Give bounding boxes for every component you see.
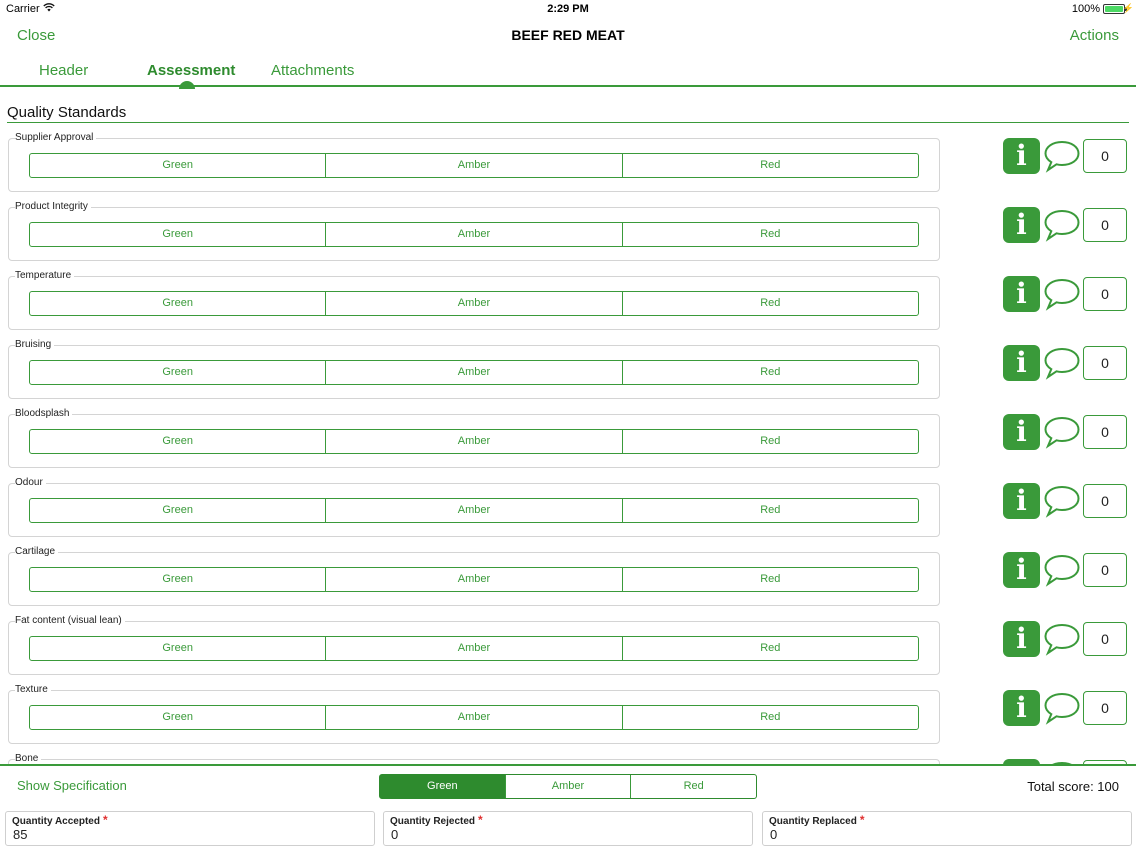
comment-icon[interactable] xyxy=(1043,483,1081,519)
criterion-label: Texture xyxy=(15,684,51,695)
criterion-row xyxy=(0,540,1136,609)
criterion-label: Product Integrity xyxy=(15,201,91,212)
info-icon[interactable]: i xyxy=(1003,690,1040,726)
section-divider xyxy=(7,122,1129,123)
criterion-label: Bloodsplash xyxy=(15,408,72,419)
rating-green-button[interactable]: Green xyxy=(162,711,193,723)
criterion-card xyxy=(8,276,940,330)
rating-green-button[interactable]: Green xyxy=(162,228,193,240)
criterion-card xyxy=(8,345,940,399)
criterion-label: Bruising xyxy=(15,339,54,350)
carrier-label: Carrier xyxy=(6,3,40,15)
comment-count[interactable]: 0 xyxy=(1083,484,1127,518)
criterion-card xyxy=(8,414,940,468)
rating-amber-button[interactable]: Amber xyxy=(325,568,621,591)
rating-red-button[interactable]: Red xyxy=(622,361,918,384)
criterion-card xyxy=(8,138,940,192)
tab-attachments[interactable]: Attachments xyxy=(271,62,355,79)
overall-rating-control xyxy=(379,774,757,799)
total-score: Total score: 100 xyxy=(1027,779,1119,794)
info-icon[interactable]: i xyxy=(1003,138,1040,174)
tab-assessment[interactable]: Assessment xyxy=(147,62,236,79)
comment-icon[interactable] xyxy=(1043,207,1081,243)
rating-red-button[interactable]: Red xyxy=(622,223,918,246)
criterion-row xyxy=(0,402,1136,471)
rating-green-button[interactable]: Green xyxy=(162,504,193,516)
criterion-label: Fat content (visual lean) xyxy=(15,615,125,626)
quantity-accepted-field[interactable] xyxy=(5,811,375,846)
status-time: 2:29 PM xyxy=(547,3,589,15)
rating-segmented-control xyxy=(29,360,919,385)
criterion-card xyxy=(8,552,940,606)
rating-amber-button[interactable]: Amber xyxy=(325,292,621,315)
criterion-card xyxy=(8,207,940,261)
page-title: BEEF RED MEAT xyxy=(511,27,625,43)
criterion-row xyxy=(0,333,1136,402)
battery-percent: 100% xyxy=(1071,3,1100,15)
comment-count[interactable]: 0 xyxy=(1083,415,1127,449)
criterion-row xyxy=(0,471,1136,540)
charging-icon: ⚡ xyxy=(1122,3,1134,13)
comment-count[interactable]: 0 xyxy=(1083,622,1127,656)
tab-header[interactable]: Header xyxy=(39,62,89,79)
criterion-label: Cartilage xyxy=(15,546,58,557)
show-specification-link[interactable]: Show Specification xyxy=(17,778,127,793)
rating-segmented-control xyxy=(29,498,919,523)
quantity-rejected-field[interactable] xyxy=(383,811,753,846)
rating-segmented-control xyxy=(29,291,919,316)
comment-count[interactable]: 0 xyxy=(1083,208,1127,242)
info-icon[interactable]: i xyxy=(1003,552,1040,588)
info-icon[interactable]: i xyxy=(1003,345,1040,381)
rating-green-button[interactable]: Green xyxy=(162,435,193,447)
rating-segmented-control xyxy=(29,222,919,247)
comment-count[interactable]: 0 xyxy=(1083,553,1127,587)
info-icon[interactable]: i xyxy=(1003,414,1040,450)
comment-count[interactable]: 0 xyxy=(1083,691,1127,725)
comment-count[interactable]: 0 xyxy=(1083,277,1127,311)
info-icon[interactable]: i xyxy=(1003,276,1040,312)
rating-amber-button[interactable]: Amber xyxy=(325,223,621,246)
criterion-card xyxy=(8,621,940,675)
comment-icon[interactable] xyxy=(1043,690,1081,726)
actions-button[interactable]: Actions xyxy=(1069,27,1119,44)
rating-segmented-control xyxy=(29,705,919,730)
rating-amber-button[interactable]: Amber xyxy=(325,154,621,177)
required-marker: * xyxy=(102,813,108,827)
criterion-row xyxy=(0,678,1136,747)
comment-count[interactable]: 0 xyxy=(1083,346,1127,380)
rating-segmented-control xyxy=(29,153,919,178)
section-title: Quality Standards xyxy=(7,104,127,121)
comment-icon[interactable] xyxy=(1043,552,1081,588)
info-icon[interactable]: i xyxy=(1003,207,1040,243)
tabs-divider xyxy=(0,85,1136,87)
info-icon[interactable]: i xyxy=(1003,483,1040,519)
close-button[interactable]: Close xyxy=(17,27,56,44)
quantity-replaced-value[interactable]: 0 xyxy=(770,827,778,842)
rating-red-button[interactable]: Red xyxy=(622,637,918,660)
quantity-replaced-label: Quantity Replaced * xyxy=(769,813,865,827)
required-marker: * xyxy=(859,813,865,827)
rating-segmented-control xyxy=(29,636,919,661)
criterion-label: Supplier Approval xyxy=(15,132,96,143)
criterion-label: Bone xyxy=(15,753,41,764)
rating-amber-button[interactable]: Amber xyxy=(325,361,621,384)
criterion-label: Odour xyxy=(15,477,46,488)
rating-amber-button[interactable]: Amber xyxy=(325,706,621,729)
rating-green-button[interactable]: Green xyxy=(162,642,193,654)
quantity-accepted-value[interactable]: 85 xyxy=(13,827,28,842)
rating-red-button[interactable]: Red xyxy=(622,430,918,453)
comment-icon[interactable] xyxy=(1043,414,1081,450)
comment-icon[interactable] xyxy=(1043,138,1081,174)
rating-amber-button[interactable]: Amber xyxy=(325,430,621,453)
criterion-card xyxy=(8,483,940,537)
status-bar xyxy=(0,0,1136,18)
overall-amber-button[interactable]: Amber xyxy=(505,775,631,798)
rating-amber-button[interactable]: Amber xyxy=(325,637,621,660)
quantity-accepted-label: Quantity Accepted * xyxy=(12,813,108,827)
required-marker: * xyxy=(478,813,483,827)
info-icon[interactable]: i xyxy=(1003,621,1040,657)
rating-segmented-control xyxy=(29,567,919,592)
criterion-row xyxy=(0,609,1136,678)
comment-count[interactable]: 0 xyxy=(1083,139,1127,173)
rating-amber-button[interactable]: Amber xyxy=(325,499,621,522)
criteria-list[interactable] xyxy=(0,126,1136,764)
quantity-rejected-value[interactable]: 0 xyxy=(391,827,399,842)
assessment-footer xyxy=(0,764,1136,852)
rating-segmented-control xyxy=(29,429,919,454)
rating-red-button[interactable]: Red xyxy=(622,154,918,177)
criterion-label: Temperature xyxy=(15,270,74,281)
rating-red-button[interactable]: Red xyxy=(622,706,918,729)
criterion-card xyxy=(8,690,940,744)
rating-red-button[interactable]: Red xyxy=(622,292,918,315)
rating-red-button[interactable]: Red xyxy=(622,568,918,591)
overall-green-button[interactable]: Green xyxy=(380,775,505,798)
rating-red-button[interactable]: Red xyxy=(622,499,918,522)
rating-green-button[interactable]: Green xyxy=(162,573,193,585)
criterion-row xyxy=(0,264,1136,333)
quantity-rejected-label: Quantity Rejected * xyxy=(390,813,483,827)
criterion-row xyxy=(0,195,1136,264)
battery-icon xyxy=(1103,4,1125,14)
rating-green-button[interactable]: Green xyxy=(162,297,193,309)
quantity-replaced-field[interactable] xyxy=(762,811,1132,846)
comment-icon[interactable] xyxy=(1043,621,1081,657)
comment-icon[interactable] xyxy=(1043,345,1081,381)
rating-green-button[interactable]: Green xyxy=(162,366,193,378)
comment-icon[interactable] xyxy=(1043,276,1081,312)
overall-red-button[interactable]: Red xyxy=(630,775,756,798)
criterion-row xyxy=(0,126,1136,195)
rating-green-button[interactable]: Green xyxy=(162,159,193,171)
